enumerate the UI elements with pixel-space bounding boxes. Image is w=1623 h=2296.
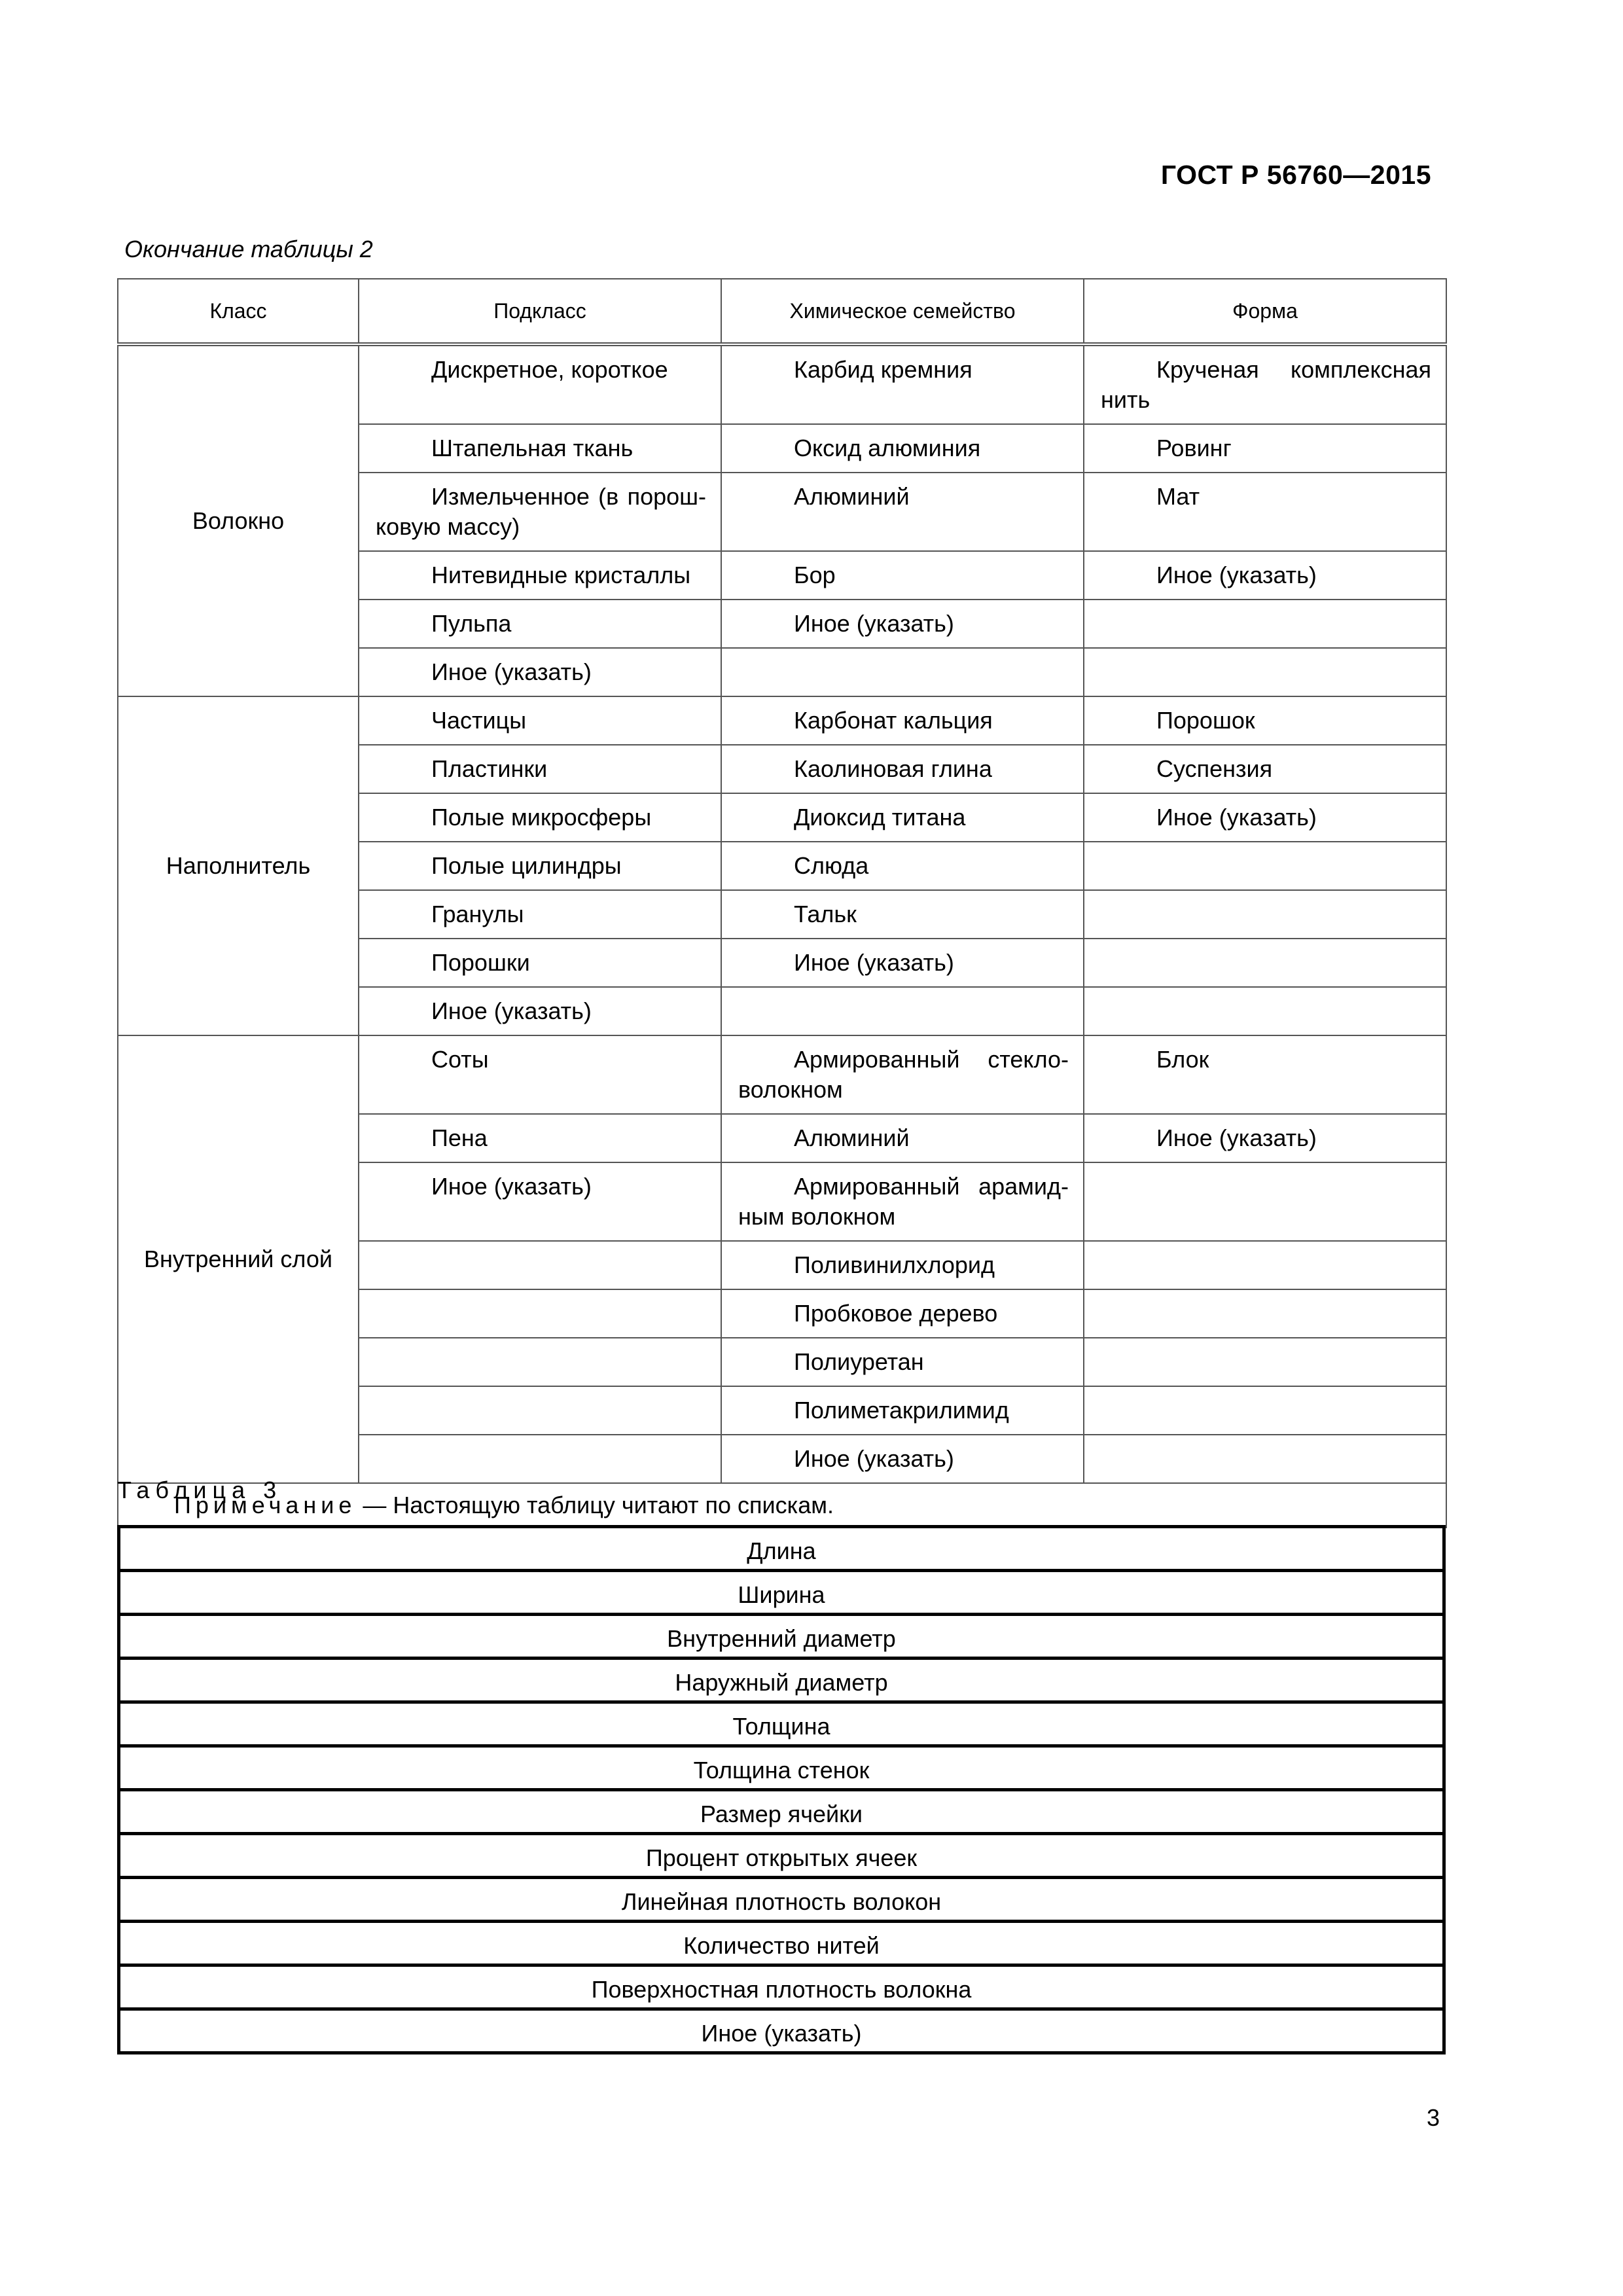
family-cell	[721, 648, 1084, 696]
table-row	[118, 1035, 1446, 1114]
form-cell	[1084, 344, 1446, 424]
table-row	[119, 1746, 1444, 1790]
form-text	[1084, 891, 1446, 908]
family-cell	[721, 939, 1084, 987]
form-cell	[1084, 424, 1446, 473]
table2-header-row	[118, 279, 1446, 344]
family-text: Карбид кремния	[794, 356, 972, 383]
subclass-cell	[359, 987, 721, 1035]
subclass-cell	[359, 1386, 721, 1435]
parameter-cell: Наружный диаметр	[119, 1659, 1444, 1702]
form-cell	[1084, 1386, 1446, 1435]
parameter-cell: Толщина	[119, 1702, 1444, 1746]
table-row	[119, 1702, 1444, 1746]
subclass-text: Полые цилиндры	[431, 852, 622, 879]
family-text: Армированный стекло- волокном	[738, 1046, 1069, 1103]
subclass-text: Штапельная ткань	[431, 435, 633, 461]
form-text	[1084, 1242, 1446, 1259]
note-label: Примечание	[174, 1492, 357, 1518]
subclass-text	[359, 1290, 721, 1307]
table-row	[119, 1527, 1444, 1571]
family-text: Оксид алюминия	[794, 435, 981, 461]
family-cell	[721, 1241, 1084, 1289]
parameter-cell: Линейная плотность волокон	[119, 1878, 1444, 1922]
family-cell	[721, 745, 1084, 793]
parameter-cell: Поверхностная плотность волокна	[119, 1965, 1444, 2009]
form-text	[1084, 1338, 1446, 1355]
family-text: Поливинилхлорид	[794, 1251, 995, 1278]
parameter-cell: Иное (указать)	[119, 2009, 1444, 2053]
parameter-cell: Количество нитей	[119, 1922, 1444, 1965]
form-cell	[1084, 745, 1446, 793]
family-text	[722, 988, 1083, 1005]
family-cell	[721, 696, 1084, 745]
table-row	[118, 696, 1446, 745]
subclass-cell	[359, 1241, 721, 1289]
subclass-text	[359, 1435, 721, 1452]
form-cell	[1084, 1241, 1446, 1289]
subclass-cell	[359, 473, 721, 551]
family-text	[722, 649, 1083, 666]
family-text: Слюда	[794, 852, 869, 879]
form-cell	[1084, 793, 1446, 842]
subclass-cell	[359, 842, 721, 890]
note-text: — Настоящую таблицу читают по спискам.	[356, 1492, 834, 1518]
family-text: Иное (указать)	[794, 1445, 954, 1472]
subclass-text: Частицы	[431, 707, 527, 734]
subclass-cell	[359, 1035, 721, 1114]
form-cell	[1084, 551, 1446, 600]
table-row	[119, 1659, 1444, 1702]
family-cell	[721, 1114, 1084, 1162]
family-cell	[721, 1386, 1084, 1435]
family-cell	[721, 1162, 1084, 1241]
form-cell	[1084, 1435, 1446, 1483]
family-cell	[721, 551, 1084, 600]
table2-body	[118, 344, 1446, 1528]
subclass-cell	[359, 696, 721, 745]
subclass-cell	[359, 344, 721, 424]
parameter-cell: Процент открытых ячеек	[119, 1834, 1444, 1878]
subclass-text: Нитевидные кристаллы	[431, 562, 691, 588]
parameter-cell: Ширина	[119, 1571, 1444, 1615]
class-cell: Внутренний слой	[118, 1035, 359, 1483]
form-text: Блок	[1156, 1046, 1209, 1073]
form-text: Ровинг	[1156, 435, 1232, 461]
form-text	[1084, 842, 1446, 859]
subclass-text: Дискретное, короткое	[431, 356, 668, 383]
family-cell	[721, 1289, 1084, 1338]
table-row	[119, 1790, 1444, 1834]
form-text: Иное (указать)	[1156, 804, 1317, 831]
form-text: Суспензия	[1156, 755, 1273, 782]
subclass-text: Пластинки	[431, 755, 548, 782]
family-cell	[721, 1035, 1084, 1114]
subclass-cell	[359, 890, 721, 939]
family-text: Полиуретан	[794, 1348, 924, 1375]
parameter-cell: Длина	[119, 1527, 1444, 1571]
subclass-text: Пульпа	[431, 610, 512, 637]
form-text	[1084, 600, 1446, 617]
family-cell	[721, 842, 1084, 890]
subclass-text	[359, 1242, 721, 1259]
subclass-text: Соты	[431, 1046, 489, 1073]
column-header: Класс	[118, 279, 359, 344]
table3-caption: Таблица 3	[117, 1477, 283, 1503]
form-cell	[1084, 600, 1446, 648]
family-cell	[721, 890, 1084, 939]
subclass-text: Гранулы	[431, 901, 524, 927]
table2-note-row	[118, 1483, 1446, 1528]
form-text	[1084, 939, 1446, 956]
table-row	[119, 1965, 1444, 2009]
subclass-text	[359, 1387, 721, 1404]
subclass-cell	[359, 551, 721, 600]
form-cell	[1084, 842, 1446, 890]
column-header: Химическое семейство	[721, 279, 1084, 344]
family-cell	[721, 1338, 1084, 1386]
family-text: Каолиновая глина	[794, 755, 992, 782]
subclass-cell	[359, 1435, 721, 1483]
family-cell	[721, 1435, 1084, 1483]
form-cell	[1084, 890, 1446, 939]
subclass-text: Иное (указать)	[431, 997, 592, 1024]
subclass-cell	[359, 1114, 721, 1162]
column-header: Подкласс	[359, 279, 721, 344]
subclass-text: Иное (указать)	[431, 1173, 592, 1200]
subclass-cell	[359, 648, 721, 696]
table-row	[119, 2009, 1444, 2053]
family-text: Иное (указать)	[794, 949, 954, 976]
subclass-cell	[359, 1338, 721, 1386]
family-text: Карбонат кальция	[794, 707, 993, 734]
parameter-cell: Внутренний диаметр	[119, 1615, 1444, 1659]
subclass-cell	[359, 600, 721, 648]
form-text: Иное (указать)	[1156, 562, 1317, 588]
family-text: Полиметакрилимид	[794, 1397, 1009, 1424]
form-cell	[1084, 1035, 1446, 1114]
subclass-text	[359, 1338, 721, 1355]
parameter-cell: Толщина стенок	[119, 1746, 1444, 1790]
document-code: ГОСТ Р 56760—2015	[1160, 160, 1431, 190]
family-cell	[721, 987, 1084, 1035]
subclass-cell	[359, 793, 721, 842]
family-text: Армированный арамид- ным волокном	[738, 1173, 1069, 1230]
family-text: Бор	[794, 562, 836, 588]
table-row	[119, 1922, 1444, 1965]
family-text: Тальк	[794, 901, 857, 927]
subclass-text: Измельченное (в порош- ковую массу)	[376, 483, 706, 540]
table-row	[118, 344, 1446, 424]
form-cell	[1084, 1162, 1446, 1241]
family-text: Алюминий	[794, 1124, 910, 1151]
form-text	[1084, 1435, 1446, 1452]
form-text	[1084, 1163, 1446, 1180]
form-text: Мат	[1156, 483, 1200, 510]
table3	[117, 1525, 1446, 2054]
form-text	[1084, 1290, 1446, 1307]
family-cell	[721, 793, 1084, 842]
table2-caption: Окончание таблицы 2	[124, 236, 373, 262]
subclass-cell	[359, 939, 721, 987]
subclass-cell	[359, 1162, 721, 1241]
form-cell	[1084, 987, 1446, 1035]
family-cell	[721, 473, 1084, 551]
subclass-text: Порошки	[431, 949, 530, 976]
table-row	[119, 1834, 1444, 1878]
family-cell	[721, 600, 1084, 648]
form-cell	[1084, 473, 1446, 551]
page-number: 3	[1426, 2104, 1440, 2131]
form-cell	[1084, 1114, 1446, 1162]
family-text: Пробковое дерево	[794, 1300, 998, 1327]
subclass-text: Пена	[431, 1124, 488, 1151]
form-text	[1084, 988, 1446, 1005]
table3-body	[119, 1527, 1444, 2053]
family-text: Иное (указать)	[794, 610, 954, 637]
table2-note	[118, 1483, 1446, 1528]
subclass-cell	[359, 745, 721, 793]
form-text	[1084, 649, 1446, 666]
subclass-text: Полые микросферы	[431, 804, 652, 831]
form-text: Иное (указать)	[1156, 1124, 1317, 1151]
parameter-cell: Размер ячейки	[119, 1790, 1444, 1834]
table-row	[119, 1878, 1444, 1922]
form-text: Порошок	[1156, 707, 1255, 734]
table-row	[119, 1615, 1444, 1659]
form-cell	[1084, 1289, 1446, 1338]
form-cell	[1084, 939, 1446, 987]
form-cell	[1084, 696, 1446, 745]
family-cell	[721, 424, 1084, 473]
subclass-cell	[359, 424, 721, 473]
form-cell	[1084, 1338, 1446, 1386]
class-cell: Волокно	[118, 344, 359, 696]
family-text: Алюминий	[794, 483, 910, 510]
column-header: Форма	[1084, 279, 1446, 344]
form-cell	[1084, 648, 1446, 696]
table-row	[119, 1571, 1444, 1615]
class-cell: Наполнитель	[118, 696, 359, 1035]
family-text: Диоксид титана	[794, 804, 966, 831]
subclass-cell	[359, 1289, 721, 1338]
form-text: Крученая комплексная нить	[1101, 356, 1431, 413]
family-cell	[721, 344, 1084, 424]
table2	[117, 278, 1447, 1528]
subclass-text: Иное (указать)	[431, 658, 592, 685]
form-text	[1084, 1387, 1446, 1404]
